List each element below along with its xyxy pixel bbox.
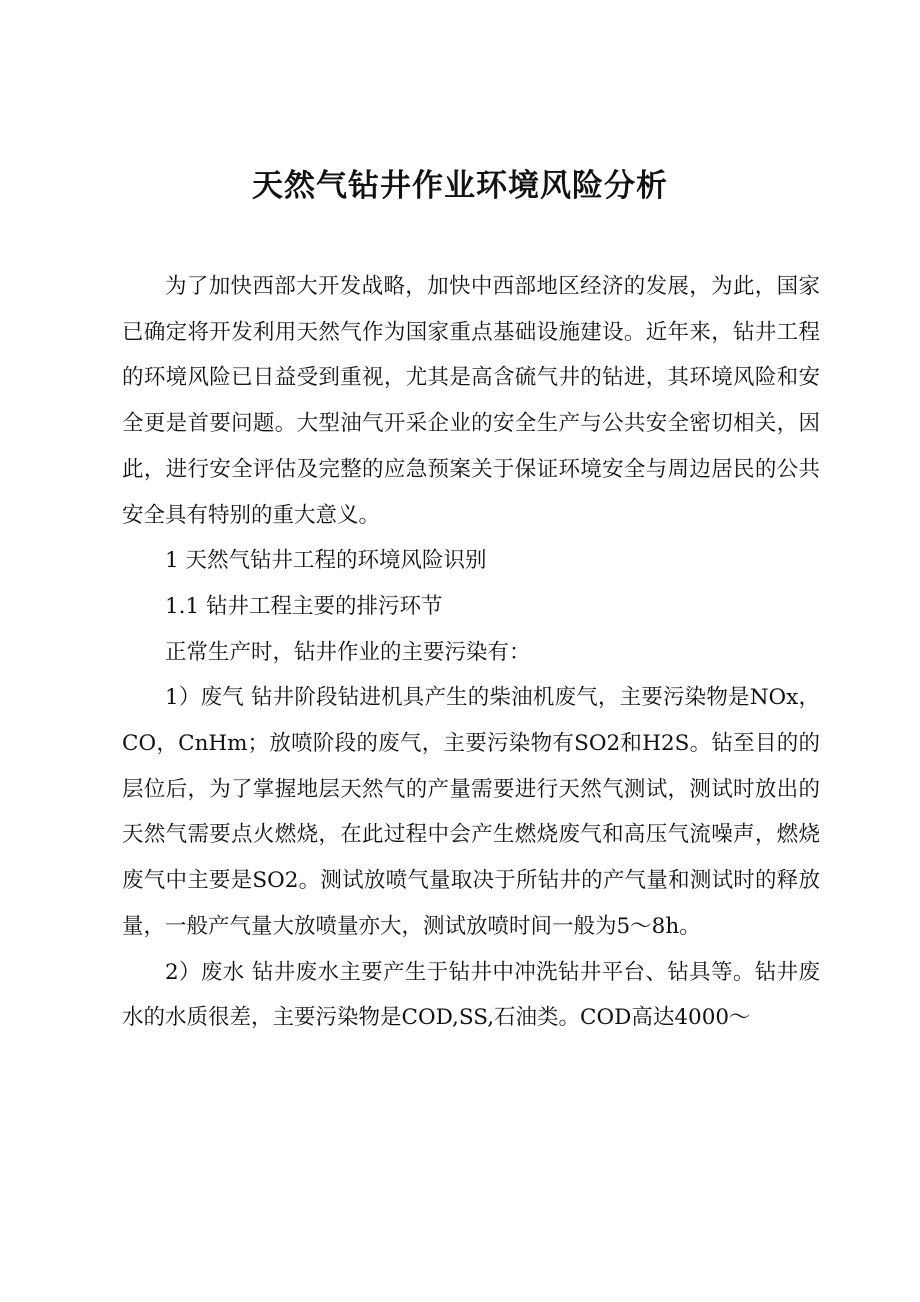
section-heading-1: 1 天然气钻井工程的环境风险识别 — [165, 548, 487, 574]
subsection-heading-1-1: 1.1 钻井工程主要的排污环节 — [165, 593, 443, 619]
document-title: 天然气钻井作业环境风险分析 — [252, 168, 668, 204]
paragraph-waste-water: 2）废水 钻井废水主要产生于钻井中冲洗钻井平台、钻具等。钻井废水的水质很差，主要污染物是COD,SS,石油类。COD高达4000～ — [122, 959, 820, 1031]
paragraph-intro: 为了加快西部大开发战略，加快中西部地区经济的发展，为此，国家已确定将开发利用天然气作为国家重点基础设施建设。近年来，钻井工程的环境风险已日益受到重视，尤其是高含硫气井的钻进，其环境风险和安全更是首要问题。大型油气开采企业的安全生产与公共安全密切相关，因此，进行安全评估及完整的应急预案关于保证环境安全与周边居民的公共安全具有特别的重大意义。 — [122, 274, 820, 528]
paragraph-waste-gas: 1）废气 钻井阶段钻进机具产生的柴油机废气，主要污染物是NOx，CO，CnHm；放喷阶段的废气，主要污染物有SO2和H2S。钻至目的的层位后，为了掌握地层天然气的产量需要进行天然气测试，测试时放出的天然气需要点火燃烧，在此过程中会产生燃烧废气和高压气流噪声，燃烧废气中主要是SO2。测试放喷气量取决于所钻井的产气量和测试时的释放量，一般产气量大放喷量亦大，测试放喷时间一般为5～8h。 — [122, 685, 820, 939]
paragraph-normal-production: 正常生产时，钻井作业的主要污染有： — [165, 639, 531, 665]
document-body — [122, 264, 820, 1041]
